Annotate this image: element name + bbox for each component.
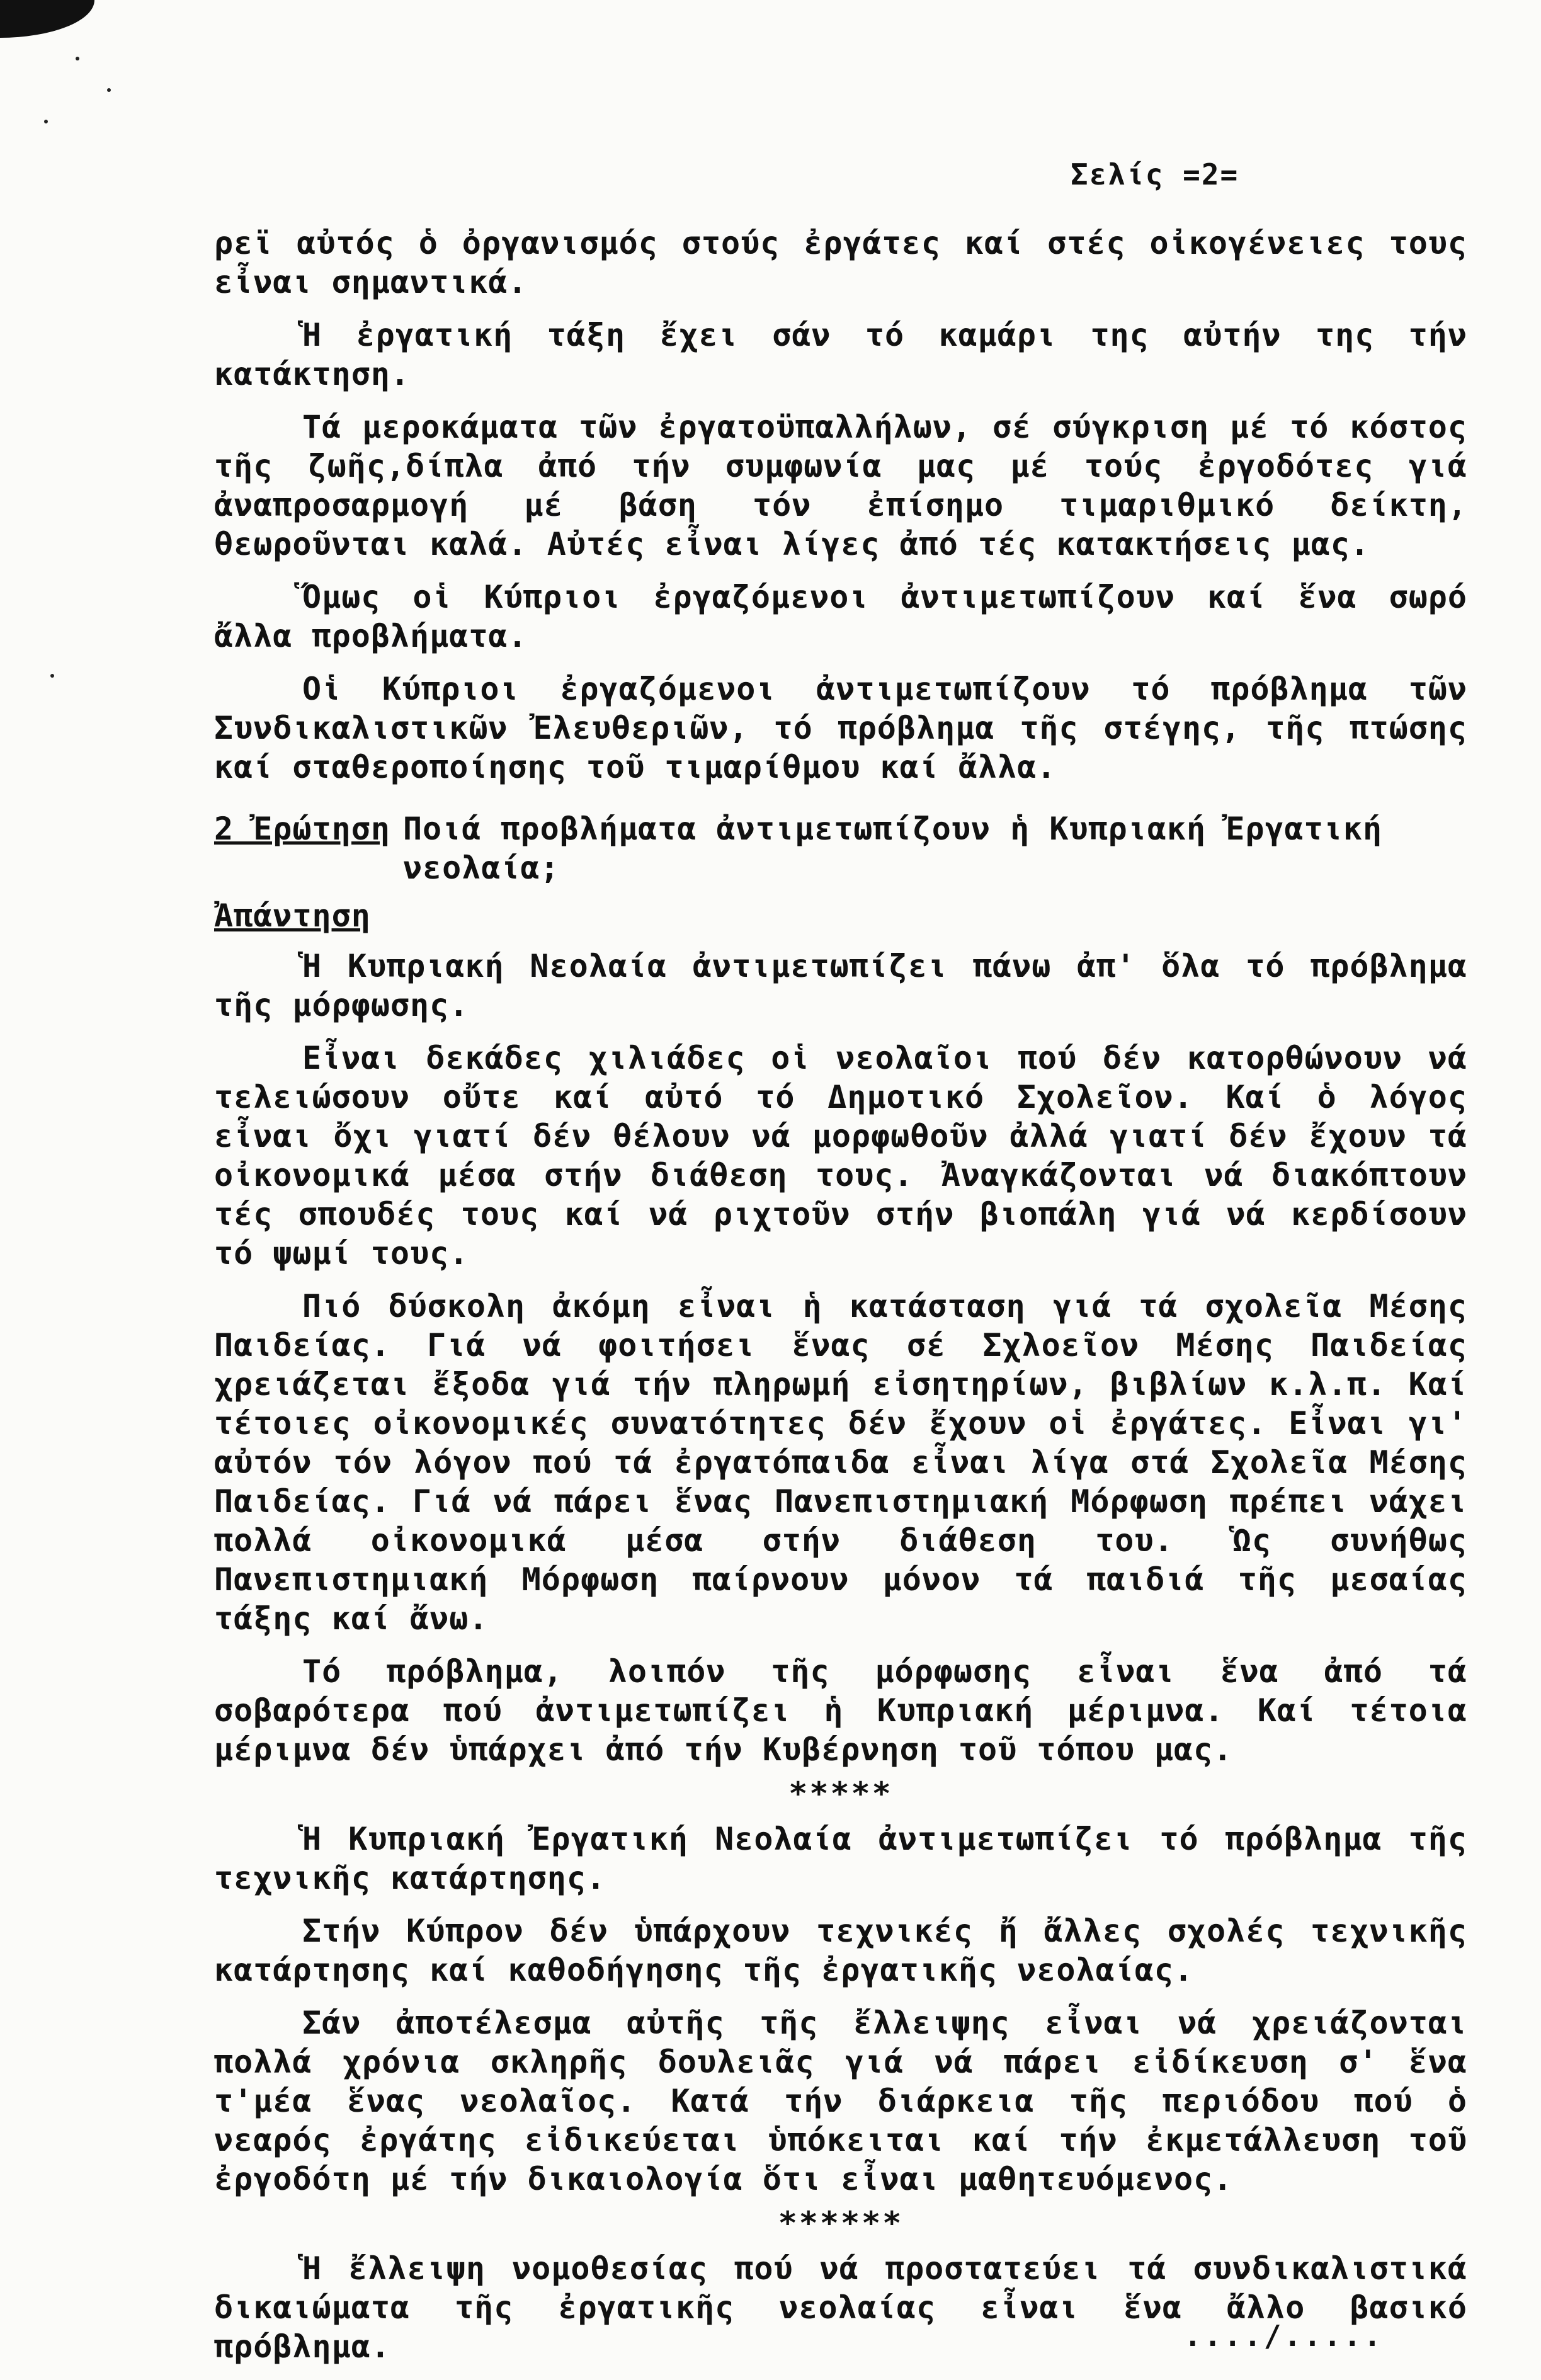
question-block (214, 809, 1467, 887)
separator: ***** (788, 1775, 893, 1812)
paragraph: Ὅμως οἱ Κύπριοι ἐργαζόμενοι ἀντιμετωπίζουν καί ἕνα σωρό ἄλλα προβλήματα. (214, 579, 1467, 654)
paragraph: Ἡ Κυπριακή Νεολαία ἀντιμετωπίζει πάνω ἀπ' ὅλα τό πρόβλημα τῆς μόρφωσης. (214, 948, 1467, 1023)
paragraph: Ἡ Κυπριακή Ἐργατική Νεολαία ἀντιμετωπίζει τό πρόβλημα τῆς τεχνικῆς κατάρτησης. (214, 1821, 1467, 1896)
answer-label: Ἀπάντηση (214, 897, 371, 934)
scan-speck (44, 120, 48, 123)
question-label: 2 Ἐρώτηση (214, 811, 390, 847)
continuation-mark: ..../..... (1184, 2319, 1384, 2353)
paragraph: Τό πρόβλημα, λοιπόν τῆς μόρφωσης εἶναι ἕνα ἀπό τά σοβαρότερα πού ἀντιμετωπίζει ἡ Κυπριακή μέριμνα. Καί τέτοια μέριμνα δέν ὑπάρχει ἀπό τήν Κυβέρνηση τοῦ τόπου μας. (214, 1653, 1467, 1768)
paragraph: ρεϊ αὐτός ὁ ὀργανισμός στούς ἐργάτες καί στές οἰκογένειες τους εἶναι σημαντικά. (214, 225, 1467, 300)
paragraph: Τά μεροκάματα τῶν ἐργατοϋπαλλήλων, σέ σύγκριση μέ τό κόστος τῆς ζωῆς,δίπλα ἀπό τήν συμφωνία μας μέ τούς ἐργοδότες γιά ἀναπροσαρμογή μέ βάση τόν ἐπίσημο τιμαριθμικό δείκτη, θεωροῦνται καλά. Αὐτές εἶναι λίγες ἀπό τές κατακτήσεις μας. (214, 409, 1467, 562)
separator: ****** (778, 2205, 904, 2241)
paragraph: Ἡ ἔλλειψη νομοθεσίας πού νά προστατεύει τά συνδικαλιστικά δικαιώματα τῆς ἐργατικῆς νεολαίας εἶναι ἕνα ἄλλο βασικό πρόβλημα. (214, 2250, 1467, 2365)
scan-speck (76, 57, 79, 60)
question-text: Ποιά προβλήματα ἀντιμετωπίζουν ἡ Κυπριακή Ἐργατική νεολαία; (402, 811, 1383, 886)
scan-speck (50, 674, 54, 678)
page-number-label: Σελίς =2= (1071, 157, 1239, 191)
document-body (214, 224, 1467, 2380)
paragraph: Οἱ Κύπριοι ἐργαζόμενοι ἀντιμετωπίζουν τό πρόβλημα τῶν Συνδικαλιστικῶν Ἐλευθεριῶν, τό πρόβλημα τῆς στέγης, τῆς πτώσης καί σταθεροποίησης τοῦ τιμαρίθμου καί ἄλλα. (214, 671, 1467, 785)
scan-corner-mark (0, 0, 94, 38)
paragraph: Στήν Κύπρον δέν ὑπάρχουν τεχνικές ἤ ἄλλες σχολές τεχνικῆς κατάρτησης καί καθοδήγησης τῆς ἐργατικῆς νεολαίας. (214, 1913, 1467, 1988)
paragraph: Ἡ ἐργατική τάξη ἔχει σάν τό καμάρι της αὐτήν της τήν κατάκτηση. (214, 317, 1467, 392)
scan-speck (107, 88, 111, 92)
paragraph: Πιό δύσκολη ἀκόμη εἶναι ἡ κατάσταση γιά τά σχολεῖα Μέσης Παιδείας. Γιά νά φοιτήσει ἕνας σέ Σχλοεῖον Μέσης Παιδείας χρειάζεται ἔξοδα γιά τήν πληρωμή εἰσητηρίων, βιβλίων κ.λ.π. Καί τέτοιες οἰκονομικές συνατότητες δέν ἔχουν οἱ ἐργάτες. Εἶναι γι' αὐτόν τόν λόγον πού τά ἐργατόπαιδα εἶναι λίγα στά Σχολεῖα Μέσης Παιδείας. Γιά νά πάρει ἕνας Πανεπιστημιακή Μόρφωση πρέπει νάχει πολλά οἰκονομικά μέσα στήν διάθεση του. Ὡς συνήθως Πανεπιστημιακή Μόρφωση παίρνουν μόνον τά παιδιά τῆς μεσαίας τάξης καί ἄνω. (214, 1288, 1467, 1637)
paragraph: Σάν ἀποτέλεσμα αὐτῆς τῆς ἔλλειψης εἶναι νά χρειάζονται πολλά χρόνια σκληρῆς δουλειᾶς γιά νά πάρει εἰδίκευση σ' ἕνα τ'μέα ἕνας νεολαῖος. Κατά τήν διάρκεια τῆς περιόδου πού ὁ νεαρός ἐργάτης εἰδικεύεται ὑπόκειται καί τήν ἐκμετάλλευση τοῦ ἐργοδότη μέ τήν δικαιολογία ὅτι εἶναι μαθητευόμενος. (214, 2005, 1467, 2197)
paragraph: Εἶναι δεκάδες χιλιάδες οἱ νεολαῖοι πού δέν κατορθώνουν νά τελειώσουν οὔτε καί αὐτό τό Δημοτικό Σχολεῖον. Καί ὁ λόγος εἶναι ὄχι γιατί δέν θέλουν νά μορφωθοῦν ἀλλά γιατί δέν ἔχουν τά οἰκονομικά μέσα στήν διάθεση τους. Ἀναγκάζονται νά διακόπτουν τές σπουδές τους καί νά ριχτοῦν στήν βιοπάλη γιά νά κερδίσουν τό ψωμί τους. (214, 1040, 1467, 1272)
